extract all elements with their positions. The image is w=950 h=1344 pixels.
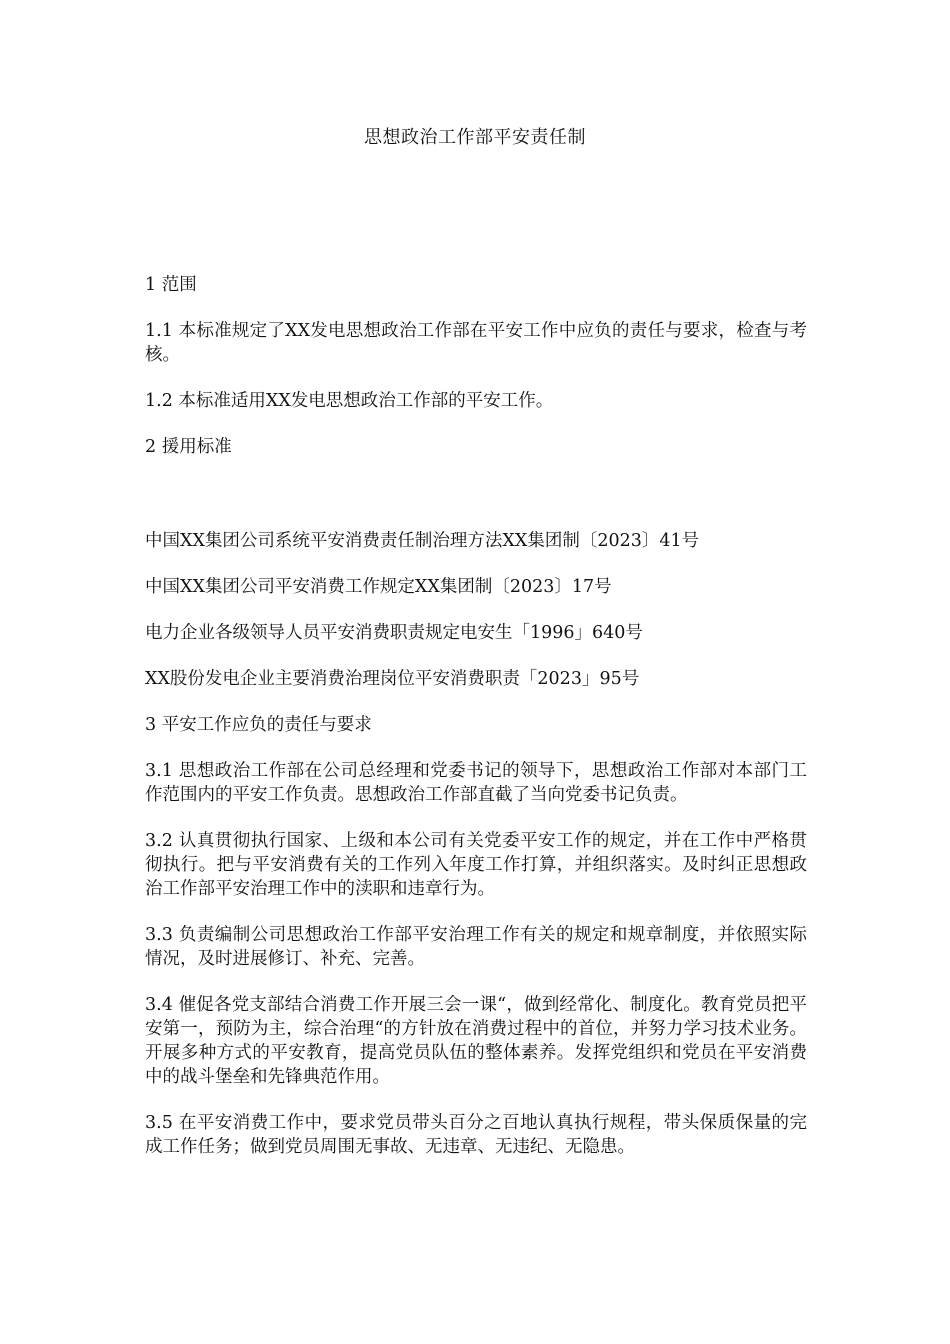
paragraph-1-1: 1.1 本标准规定了XX发电思想政治工作部在平安工作中应负的责任与要求，检查与考核。 <box>145 321 807 365</box>
paragraph-3-3: 3.3 负责编制公司思想政治工作部平安治理工作有关的规定和规章制度，并依照实际情况，及时进展修订、补充、完善。 <box>145 925 807 969</box>
section-heading-references: 2 援用标准 <box>145 437 232 457</box>
paragraph-3-4: 3.4 催促各党支部结合消费工作开展三会一课“，做到经常化、制度化。教育党员把平安第一，预防为主，综合治理“的方针放在消费过程中的首位，并努力学习技术业务。开展多种方式的平安教育，提高党员队伍的整体素养。发挥党组织和党员在平安消费中的战斗堡垒和先锋典范作用。 <box>145 995 807 1087</box>
section-heading-scope: 1 范围 <box>145 275 197 295</box>
paragraph-3-2: 3.2 认真贯彻执行国家、上级和本公司有关党委平安工作的规定，并在工作中严格贯彻执行。把与平安消费有关的工作列入年度工作打算，并组织落实。及时纠正思想政治工作部平安治理工作中的渎职和违章行为。 <box>145 831 807 899</box>
reference-item: 电力企业各级领导人员平安消费职责规定电安生「1996」640号 <box>145 623 643 643</box>
reference-item: 中国XX集团公司系统平安消费责任制治理方法XX集团制〔2023〕41号 <box>145 531 700 551</box>
document-body <box>145 273 807 1159</box>
section-heading-responsibilities: 3 平安工作应负的责任与要求 <box>145 715 372 735</box>
document-title: 思想政治工作部平安责任制 <box>364 127 586 148</box>
paragraph-1-2: 1.2 本标准适用XX发电思想政治工作部的平安工作。 <box>145 391 554 411</box>
paragraph-3-1: 3.1 思想政治工作部在公司总经理和党委书记的领导下，思想政治工作部对本部门工作范围内的平安工作负责。思想政治工作部直截了当向党委书记负责。 <box>145 761 807 805</box>
paragraph-3-5: 3.5 在平安消费工作中，要求党员带头百分之百地认真执行规程，带头保质保量的完成工作任务；做到党员周围无事故、无违章、无违纪、无隐患。 <box>145 1113 807 1157</box>
reference-item: 中国XX集团公司平安消费工作规定XX集团制〔2023〕17号 <box>145 577 612 597</box>
reference-item: XX股份发电企业主要消费治理岗位平安消费职责「2023」95号 <box>145 669 640 689</box>
